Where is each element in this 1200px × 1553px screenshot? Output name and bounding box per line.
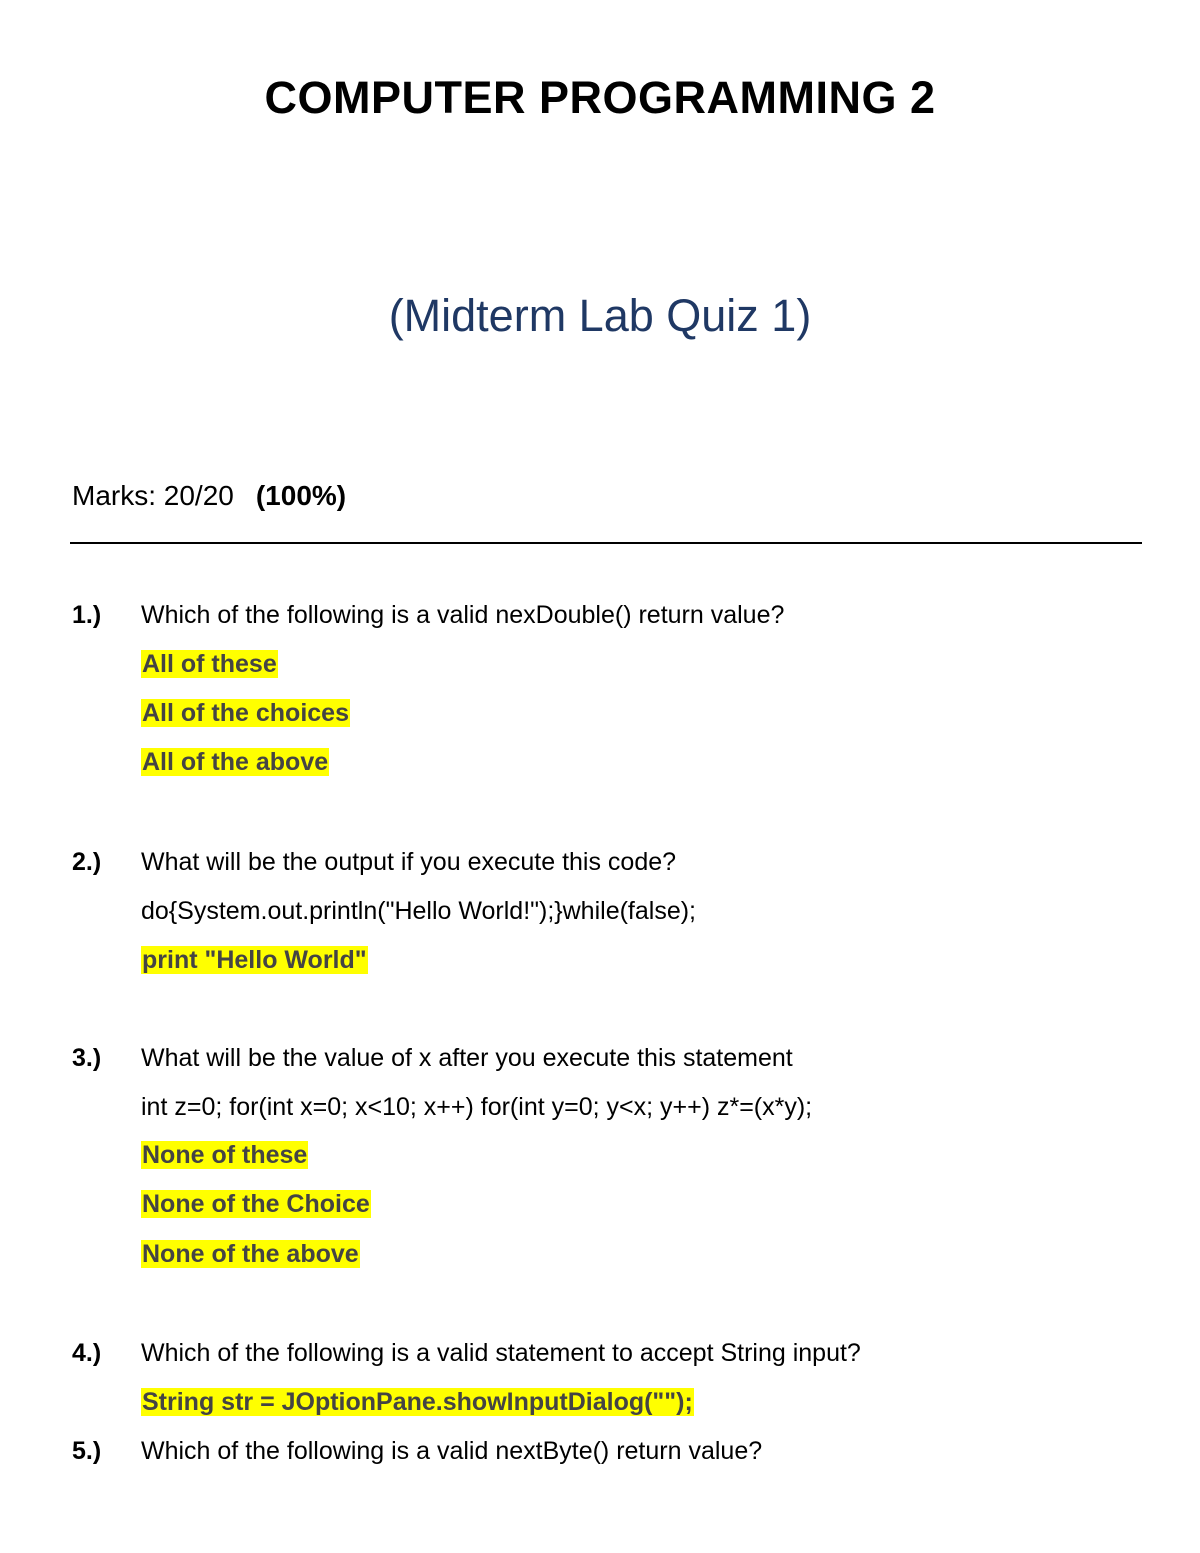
answer-text: None of the Choice — [142, 1190, 370, 1218]
answer-option — [141, 1187, 371, 1221]
answer-option — [141, 1138, 308, 1172]
document-title: COMPUTER PROGRAMMING 2 — [264, 72, 936, 123]
answer-option — [141, 1237, 360, 1271]
answer-option — [141, 745, 329, 779]
answer-option — [141, 647, 278, 681]
question-number: 5.) — [72, 1437, 102, 1465]
question-code: do{System.out.println("Hello World!");}while(false); — [141, 897, 697, 925]
question-text: Which of the following is a valid statement to accept String input? — [141, 1339, 861, 1367]
question-text: Which of the following is a valid nextByte() return value? — [141, 1437, 763, 1465]
question-number: 4.) — [72, 1339, 102, 1367]
marks-score: Marks: 20/20 — [72, 480, 234, 511]
answer-text: None of these — [142, 1141, 308, 1169]
answer-text: None of the above — [142, 1240, 359, 1268]
question-number: 1.) — [72, 601, 102, 629]
question-number: 3.) — [72, 1044, 102, 1072]
question-text: What will be the output if you execute this code? — [141, 848, 677, 876]
divider-line — [70, 542, 1142, 544]
answer-text: String str = JOptionPane.showInputDialog(""); — [142, 1388, 693, 1416]
marks-line — [72, 478, 346, 514]
quiz-subtitle: (Midterm Lab Quiz 1) — [388, 290, 812, 341]
question-text: Which of the following is a valid nexDouble() return value? — [141, 601, 785, 629]
answer-text: All of these — [142, 650, 277, 678]
answer-text: print "Hello World" — [142, 946, 367, 974]
answer-option — [141, 1385, 694, 1419]
question-number: 2.) — [72, 848, 102, 876]
marks-percent: (100%) — [255, 480, 347, 511]
question-text: What will be the value of x after you execute this statement — [141, 1044, 793, 1072]
answer-text: All of the choices — [142, 699, 349, 727]
answer-option — [141, 696, 350, 730]
answer-option — [141, 943, 368, 977]
answer-text: All of the above — [142, 748, 329, 776]
question-code: int z=0; for(int x=0; x<10; x++) for(int y=0; y<x; y++) z*=(x*y); — [141, 1093, 813, 1121]
